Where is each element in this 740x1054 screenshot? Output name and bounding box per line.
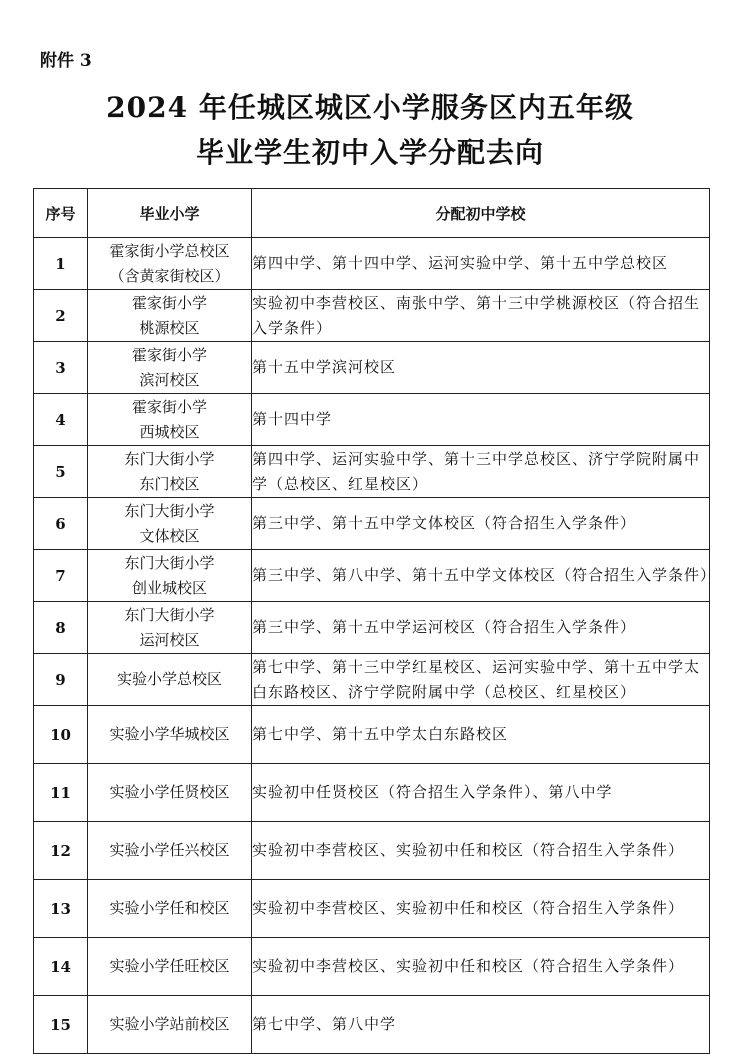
school-name-line: 东门大街小学 [124,553,215,572]
school-name-line: 实验小学任和校区 [109,899,230,917]
school-campus-line: 东门校区 [139,474,200,493]
row-number: 5 [34,446,88,498]
attachment-label: 附件 3 [40,51,92,71]
table-row [34,996,710,1054]
school-name-line: 实验小学任贤校区 [109,783,230,801]
school-campus-line: 西城校区 [139,422,200,441]
row-number: 1 [34,238,88,290]
primary-school-cell [88,706,252,764]
primary-school-cell [88,764,252,822]
row-number: 12 [34,822,88,880]
table-row [34,764,710,822]
primary-school-cell [88,996,252,1054]
school-name-line: 霍家街小学 [131,397,207,416]
primary-school-cell [88,394,252,446]
school-name-line: 实验小学华城校区 [109,725,230,743]
header-assigned-middle-school: 分配初中学校 [252,189,710,238]
school-name-line: 霍家街小学总校区 [109,241,230,260]
header-number: 序号 [34,189,88,238]
table-row [34,446,710,498]
school-campus-line: 运河校区 [139,630,200,649]
school-name-line: 实验小学总校区 [116,670,222,688]
assigned-schools-cell: 实验初中李营校区、实验初中任和校区（符合招生入学条件） [252,822,710,880]
school-name-line: 东门大街小学 [124,605,215,624]
document-title-line-1: 2024 年任城区城区小学服务区内五年级 [106,91,634,124]
primary-school-cell [88,880,252,938]
table-row [34,822,710,880]
row-number: 6 [34,498,88,550]
row-number: 7 [34,550,88,602]
row-number: 15 [34,996,88,1054]
primary-school-cell [88,498,252,550]
school-name-line: 实验小学站前校区 [109,1015,230,1033]
assigned-schools-cell: 实验初中任贤校区（符合招生入学条件）、第八中学 [252,764,710,822]
assigned-schools-cell: 实验初中李营校区、实验初中任和校区（符合招生入学条件） [252,880,710,938]
row-number: 8 [34,602,88,654]
primary-school-cell [88,938,252,996]
row-number: 14 [34,938,88,996]
row-number: 13 [34,880,88,938]
table-row [34,342,710,394]
document-title-line-2: 毕业学生初中入学分配去向 [195,136,544,169]
school-campus-line: 创业城校区 [131,578,207,597]
assigned-schools-cell: 第十五中学滨河校区 [252,342,710,394]
primary-school-cell [88,654,252,706]
assigned-schools-cell: 第四中学、第十四中学、运河实验中学、第十五中学总校区 [252,238,710,290]
row-number: 4 [34,394,88,446]
table-row [34,498,710,550]
table-row [34,550,710,602]
row-number: 10 [34,706,88,764]
table-row [34,706,710,764]
primary-school-cell [88,238,252,290]
assigned-schools-cell: 第七中学、第八中学 [252,996,710,1054]
table-row [34,880,710,938]
school-name-line: 东门大街小学 [124,501,215,520]
school-name-line: 实验小学任兴校区 [109,841,230,859]
table-row [34,602,710,654]
row-number: 9 [34,654,88,706]
assigned-schools-cell: 第十四中学 [252,394,710,446]
table-row [34,394,710,446]
row-number: 2 [34,290,88,342]
row-number: 11 [34,764,88,822]
primary-school-cell [88,290,252,342]
assigned-schools-cell: 第七中学、第十五中学太白东路校区 [252,706,710,764]
assigned-schools-cell: 第七中学、第十三中学红星校区、运河实验中学、第十五中学太白东路校区、济宁学院附属中学（总校区、红星校区） [252,654,710,706]
assigned-schools-cell: 实验初中李营校区、南张中学、第十三中学桃源校区（符合招生入学条件） [252,290,710,342]
school-name-line: 霍家街小学 [131,293,207,312]
allocation-table [33,188,717,1054]
school-campus-line: （含黄家街校区） [109,266,230,285]
school-campus-line: 滨河校区 [139,370,200,389]
primary-school-cell [88,446,252,498]
assigned-schools-cell: 第四中学、运河实验中学、第十三中学总校区、济宁学院附属中学（总校区、红星校区） [252,446,710,498]
school-campus-line: 桃源校区 [139,318,200,337]
assigned-schools-cell: 实验初中李营校区、实验初中任和校区（符合招生入学条件） [252,938,710,996]
table-row [34,938,710,996]
table-row [34,654,710,706]
table-row [34,238,710,290]
school-name-line: 霍家街小学 [131,345,207,364]
school-name-line: 实验小学任旺校区 [109,957,230,975]
school-name-line: 东门大街小学 [124,449,215,468]
primary-school-cell [88,822,252,880]
table-header-row [34,189,710,238]
primary-school-cell [88,550,252,602]
assigned-schools-cell: 第三中学、第十五中学运河校区（符合招生入学条件） [252,602,710,654]
assigned-schools-cell: 第三中学、第十五中学文体校区（符合招生入学条件） [252,498,710,550]
school-campus-line: 文体校区 [139,526,200,545]
row-number: 3 [34,342,88,394]
table-row [34,290,710,342]
primary-school-cell [88,602,252,654]
assigned-schools-cell: 第三中学、第八中学、第十五中学文体校区（符合招生入学条件） [252,550,710,602]
primary-school-cell [88,342,252,394]
header-primary-school: 毕业小学 [88,189,252,238]
